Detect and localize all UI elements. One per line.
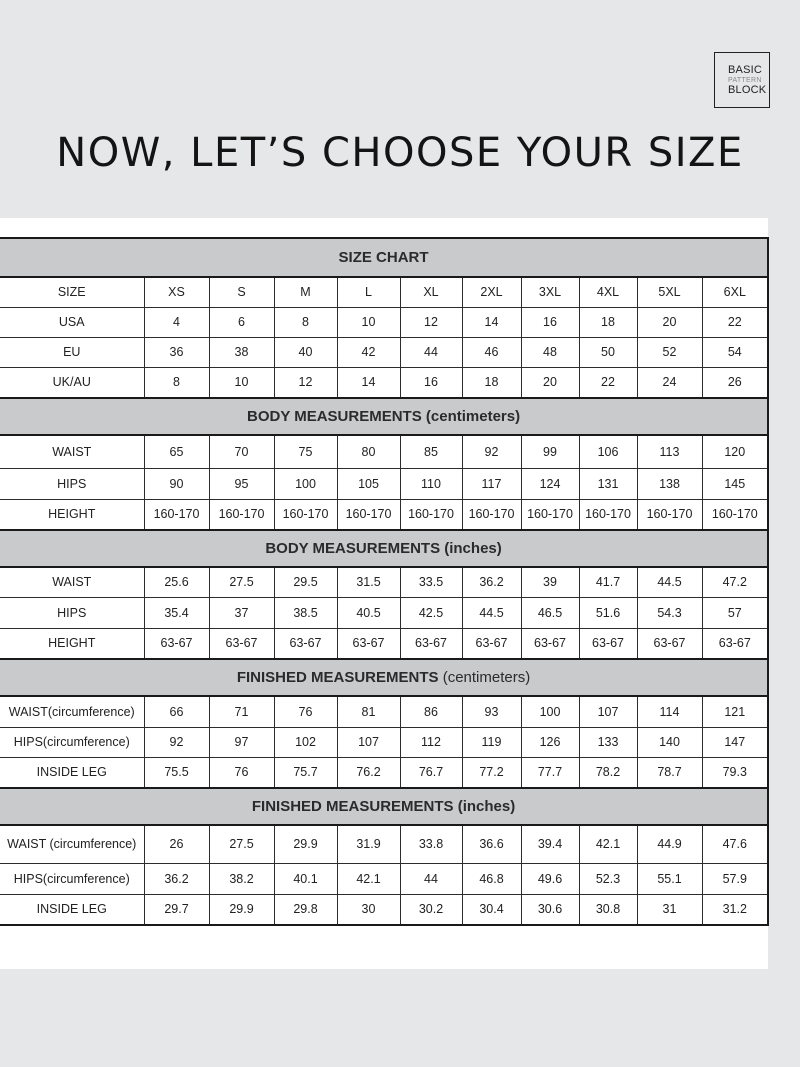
- table-cell: 26: [702, 367, 768, 398]
- row-label: INSIDE LEG: [0, 894, 144, 925]
- logo-line-basic: BASIC: [728, 63, 763, 76]
- table-cell: 90: [144, 468, 209, 499]
- row-label: HIPS(circumference): [0, 863, 144, 894]
- table-cell: 102: [274, 727, 337, 757]
- row-label: EU: [0, 337, 144, 367]
- table-cell: 80: [337, 435, 400, 468]
- logo-line-pattern: PATTERN: [728, 76, 762, 84]
- table-cell: 4XL: [579, 277, 637, 307]
- table-cell: 29.7: [144, 894, 209, 925]
- table-cell: 57.9: [702, 863, 768, 894]
- section-title: [0, 398, 768, 435]
- table-row: [0, 894, 768, 925]
- table-cell: 105: [337, 468, 400, 499]
- table-cell: 2XL: [462, 277, 521, 307]
- table-row: [0, 825, 768, 863]
- table-cell: 18: [579, 307, 637, 337]
- table-cell: 113: [637, 435, 702, 468]
- table-row: [0, 863, 768, 894]
- table-row: [0, 499, 768, 530]
- table-cell: 75.7: [274, 757, 337, 788]
- table-cell: 3XL: [521, 277, 579, 307]
- section-header: [0, 238, 768, 277]
- table-cell: 63-67: [400, 628, 462, 659]
- table-cell: 6XL: [702, 277, 768, 307]
- table-cell: 78.7: [637, 757, 702, 788]
- table-cell: 92: [144, 727, 209, 757]
- row-label: HIPS: [0, 468, 144, 499]
- table-cell: 33.8: [400, 825, 462, 863]
- row-label: HEIGHT: [0, 628, 144, 659]
- table-cell: 42: [337, 337, 400, 367]
- page-headline: NOW, LET’S CHOOSE YOUR SIZE: [56, 130, 744, 176]
- table-cell: S: [209, 277, 274, 307]
- table-cell: M: [274, 277, 337, 307]
- table-cell: 140: [637, 727, 702, 757]
- table-cell: 10: [209, 367, 274, 398]
- table-cell: 36.2: [144, 863, 209, 894]
- table-cell: 63-67: [702, 628, 768, 659]
- table-row: [0, 307, 768, 337]
- table-cell: 160-170: [637, 499, 702, 530]
- table-cell: 36.2: [462, 567, 521, 597]
- table-cell: 8: [274, 307, 337, 337]
- table-cell: 31.5: [337, 567, 400, 597]
- table-row: [0, 277, 768, 307]
- table-cell: 31.9: [337, 825, 400, 863]
- table-cell: 31: [637, 894, 702, 925]
- table-cell: 52.3: [579, 863, 637, 894]
- table-cell: 106: [579, 435, 637, 468]
- table-cell: 12: [274, 367, 337, 398]
- table-cell: 112: [400, 727, 462, 757]
- row-label: HIPS: [0, 597, 144, 628]
- row-label: WAIST (circumference): [0, 825, 144, 863]
- table-cell: 147: [702, 727, 768, 757]
- table-row: [0, 727, 768, 757]
- table-cell: 38.5: [274, 597, 337, 628]
- table-cell: 30.6: [521, 894, 579, 925]
- table-cell: 126: [521, 727, 579, 757]
- table-cell: 29.9: [209, 894, 274, 925]
- section-title-bold: BODY MEASUREMENTS (inches): [265, 540, 502, 557]
- table-cell: 14: [337, 367, 400, 398]
- table-row: [0, 435, 768, 468]
- table-cell: 119: [462, 727, 521, 757]
- table-cell: 30.8: [579, 894, 637, 925]
- table-cell: 57: [702, 597, 768, 628]
- table-row: [0, 567, 768, 597]
- table-cell: 63-67: [144, 628, 209, 659]
- table-cell: 39: [521, 567, 579, 597]
- table-cell: 63-67: [209, 628, 274, 659]
- table-cell: 81: [337, 696, 400, 727]
- table-cell: 63-67: [637, 628, 702, 659]
- table-cell: 121: [702, 696, 768, 727]
- size-chart-panel: [0, 218, 768, 969]
- table-cell: 16: [400, 367, 462, 398]
- table-cell: 100: [274, 468, 337, 499]
- table-cell: 131: [579, 468, 637, 499]
- table-cell: 63-67: [579, 628, 637, 659]
- table-cell: 110: [400, 468, 462, 499]
- table-cell: 120: [702, 435, 768, 468]
- table-cell: 75.5: [144, 757, 209, 788]
- table-cell: 12: [400, 307, 462, 337]
- table-row: [0, 757, 768, 788]
- table-cell: 76.7: [400, 757, 462, 788]
- table-cell: 37: [209, 597, 274, 628]
- table-cell: 35.4: [144, 597, 209, 628]
- table-cell: 31.2: [702, 894, 768, 925]
- table-cell: 38.2: [209, 863, 274, 894]
- table-cell: XS: [144, 277, 209, 307]
- table-cell: 18: [462, 367, 521, 398]
- table-cell: 4: [144, 307, 209, 337]
- table-cell: 39.4: [521, 825, 579, 863]
- section-header: [0, 530, 768, 567]
- table-cell: 145: [702, 468, 768, 499]
- table-cell: 27.5: [209, 825, 274, 863]
- table-cell: 44: [400, 337, 462, 367]
- table-cell: 24: [637, 367, 702, 398]
- table-cell: 160-170: [274, 499, 337, 530]
- table-cell: 40.1: [274, 863, 337, 894]
- section-title: [0, 530, 768, 567]
- section-title: [0, 238, 768, 277]
- table-cell: 79.3: [702, 757, 768, 788]
- table-cell: 76: [274, 696, 337, 727]
- table-cell: 16: [521, 307, 579, 337]
- section-title: [0, 788, 768, 825]
- section-title-bold: BODY MEASUREMENTS (centimeters): [246, 408, 521, 425]
- table-cell: 117: [462, 468, 521, 499]
- table-cell: 27.5: [209, 567, 274, 597]
- table-cell: 47.2: [702, 567, 768, 597]
- section-title-bold: FINISHED MEASUREMENTS: [236, 669, 439, 686]
- table-cell: 85: [400, 435, 462, 468]
- table-cell: 42.1: [337, 863, 400, 894]
- table-cell: 44.5: [462, 597, 521, 628]
- table-cell: 26: [144, 825, 209, 863]
- brand-logo: [714, 52, 770, 108]
- table-cell: 51.6: [579, 597, 637, 628]
- table-cell: 71: [209, 696, 274, 727]
- table-cell: 30: [337, 894, 400, 925]
- section-header: [0, 659, 768, 696]
- table-cell: 63-67: [462, 628, 521, 659]
- table-cell: 160-170: [521, 499, 579, 530]
- table-cell: 40.5: [337, 597, 400, 628]
- section-header: [0, 788, 768, 825]
- table-cell: 75: [274, 435, 337, 468]
- table-cell: 10: [337, 307, 400, 337]
- table-cell: 29.9: [274, 825, 337, 863]
- table-cell: 54.3: [637, 597, 702, 628]
- table-cell: 124: [521, 468, 579, 499]
- table-cell: 38: [209, 337, 274, 367]
- table-cell: 66: [144, 696, 209, 727]
- table-cell: 33.5: [400, 567, 462, 597]
- table-cell: 99: [521, 435, 579, 468]
- table-row: [0, 337, 768, 367]
- table-cell: 70: [209, 435, 274, 468]
- section-title-bold: FINISHED MEASUREMENTS (inches): [251, 798, 516, 815]
- table-cell: 42.5: [400, 597, 462, 628]
- table-cell: XL: [400, 277, 462, 307]
- table-cell: 47.6: [702, 825, 768, 863]
- table-cell: 8: [144, 367, 209, 398]
- table-cell: 160-170: [337, 499, 400, 530]
- row-label: USA: [0, 307, 144, 337]
- table-cell: 63-67: [521, 628, 579, 659]
- table-cell: 42.1: [579, 825, 637, 863]
- row-label: SIZE: [0, 277, 144, 307]
- table-cell: 133: [579, 727, 637, 757]
- section-header: [0, 398, 768, 435]
- table-cell: 22: [702, 307, 768, 337]
- table-cell: 49.6: [521, 863, 579, 894]
- section-title-bold: SIZE CHART: [338, 249, 429, 266]
- row-label: HEIGHT: [0, 499, 144, 530]
- table-cell: 76: [209, 757, 274, 788]
- table-cell: 100: [521, 696, 579, 727]
- table-cell: 160-170: [462, 499, 521, 530]
- table-cell: 36: [144, 337, 209, 367]
- table-row: [0, 367, 768, 398]
- section-title: [0, 659, 768, 696]
- table-row: [0, 468, 768, 499]
- table-cell: 46.8: [462, 863, 521, 894]
- table-cell: 52: [637, 337, 702, 367]
- row-label: WAIST: [0, 435, 144, 468]
- table-cell: 44.9: [637, 825, 702, 863]
- table-cell: 5XL: [637, 277, 702, 307]
- row-label: WAIST(circumference): [0, 696, 144, 727]
- table-cell: 30.2: [400, 894, 462, 925]
- table-cell: 78.2: [579, 757, 637, 788]
- table-cell: 86: [400, 696, 462, 727]
- table-cell: 65: [144, 435, 209, 468]
- table-cell: 160-170: [702, 499, 768, 530]
- table-cell: 63-67: [274, 628, 337, 659]
- table-cell: 41.7: [579, 567, 637, 597]
- table-cell: 30.4: [462, 894, 521, 925]
- table-cell: 114: [637, 696, 702, 727]
- table-cell: 25.6: [144, 567, 209, 597]
- table-cell: L: [337, 277, 400, 307]
- table-cell: 29.8: [274, 894, 337, 925]
- table-cell: 46.5: [521, 597, 579, 628]
- row-label: WAIST: [0, 567, 144, 597]
- table-cell: 160-170: [400, 499, 462, 530]
- table-cell: 44.5: [637, 567, 702, 597]
- table-cell: 160-170: [144, 499, 209, 530]
- table-row: [0, 696, 768, 727]
- table-cell: 36.6: [462, 825, 521, 863]
- table-cell: 48: [521, 337, 579, 367]
- row-label: HIPS(circumference): [0, 727, 144, 757]
- table-cell: 138: [637, 468, 702, 499]
- row-label: INSIDE LEG: [0, 757, 144, 788]
- table-cell: 22: [579, 367, 637, 398]
- table-cell: 14: [462, 307, 521, 337]
- table-cell: 40: [274, 337, 337, 367]
- table-cell: 6: [209, 307, 274, 337]
- table-cell: 107: [337, 727, 400, 757]
- logo-line-block: BLOCK: [728, 83, 767, 96]
- table-cell: 97: [209, 727, 274, 757]
- table-cell: 77.7: [521, 757, 579, 788]
- table-row: [0, 597, 768, 628]
- table-cell: 63-67: [337, 628, 400, 659]
- table-cell: 95: [209, 468, 274, 499]
- table-cell: 77.2: [462, 757, 521, 788]
- table-cell: 92: [462, 435, 521, 468]
- table-cell: 20: [637, 307, 702, 337]
- table-cell: 76.2: [337, 757, 400, 788]
- table-cell: 93: [462, 696, 521, 727]
- table-cell: 55.1: [637, 863, 702, 894]
- size-chart-table: [0, 237, 769, 926]
- table-cell: 160-170: [209, 499, 274, 530]
- table-cell: 29.5: [274, 567, 337, 597]
- table-cell: 54: [702, 337, 768, 367]
- table-cell: 160-170: [579, 499, 637, 530]
- table-cell: 50: [579, 337, 637, 367]
- table-cell: 20: [521, 367, 579, 398]
- row-label: UK/AU: [0, 367, 144, 398]
- table-cell: 44: [400, 863, 462, 894]
- table-row: [0, 628, 768, 659]
- table-cell: 46: [462, 337, 521, 367]
- section-title-rest: (centimeters): [438, 669, 531, 686]
- table-cell: 107: [579, 696, 637, 727]
